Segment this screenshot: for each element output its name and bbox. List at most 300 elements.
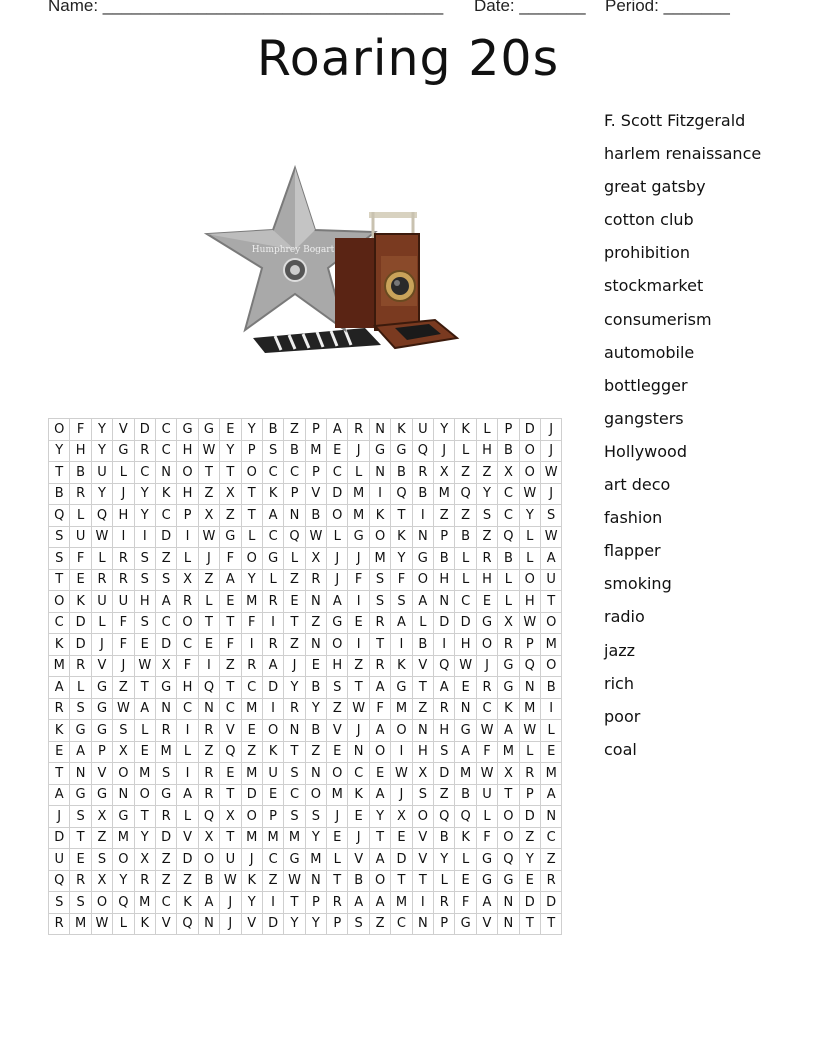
grid-cell[interactable]: E (262, 784, 283, 806)
grid-cell[interactable]: J (434, 440, 455, 462)
grid-cell[interactable]: A (540, 784, 561, 806)
grid-cell[interactable]: R (155, 720, 176, 742)
grid-cell[interactable]: R (262, 591, 283, 613)
grid-cell[interactable]: D (540, 892, 561, 914)
grid-cell[interactable]: M (305, 849, 326, 871)
grid-cell[interactable]: G (476, 612, 497, 634)
grid-cell[interactable]: K (49, 720, 70, 742)
grid-cell[interactable]: M (434, 483, 455, 505)
grid-cell[interactable]: R (155, 806, 176, 828)
grid-cell[interactable]: N (198, 913, 219, 935)
grid-cell[interactable]: Y (519, 505, 540, 527)
grid-cell[interactable]: T (412, 870, 433, 892)
grid-cell[interactable]: D (155, 526, 176, 548)
grid-cell[interactable]: N (498, 913, 519, 935)
grid-cell[interactable]: P (177, 505, 198, 527)
grid-cell[interactable]: A (369, 892, 390, 914)
grid-cell[interactable]: U (476, 784, 497, 806)
grid-cell[interactable]: F (476, 741, 497, 763)
grid-cell[interactable]: Z (220, 655, 241, 677)
grid-cell[interactable]: I (391, 741, 412, 763)
grid-cell[interactable]: L (262, 569, 283, 591)
grid-cell[interactable]: L (540, 720, 561, 742)
grid-cell[interactable]: B (198, 870, 219, 892)
grid-cell[interactable]: C (284, 462, 305, 484)
grid-cell[interactable]: I (177, 720, 198, 742)
grid-cell[interactable]: B (305, 720, 326, 742)
grid-cell[interactable]: T (391, 505, 412, 527)
grid-cell[interactable]: F (220, 548, 241, 570)
grid-cell[interactable]: E (305, 655, 326, 677)
grid-cell[interactable]: A (348, 892, 369, 914)
grid-cell[interactable]: A (498, 720, 519, 742)
grid-cell[interactable]: S (327, 677, 348, 699)
grid-cell[interactable]: O (134, 784, 155, 806)
grid-cell[interactable]: T (134, 806, 155, 828)
grid-cell[interactable]: D (262, 913, 283, 935)
grid-cell[interactable]: U (113, 591, 134, 613)
grid-cell[interactable]: L (327, 526, 348, 548)
grid-cell[interactable]: A (369, 849, 390, 871)
grid-cell[interactable]: O (369, 741, 390, 763)
grid-cell[interactable]: C (262, 849, 283, 871)
grid-cell[interactable]: F (177, 655, 198, 677)
grid-cell[interactable]: I (134, 526, 155, 548)
period-field[interactable]: Period: _______ (605, 0, 730, 15)
grid-cell[interactable]: Y (369, 806, 390, 828)
grid-cell[interactable]: O (113, 763, 134, 785)
grid-cell[interactable]: O (327, 763, 348, 785)
grid-cell[interactable]: Q (198, 806, 219, 828)
grid-cell[interactable]: O (391, 720, 412, 742)
grid-cell[interactable]: R (134, 440, 155, 462)
grid-cell[interactable]: L (284, 548, 305, 570)
grid-cell[interactable]: Z (455, 505, 476, 527)
grid-cell[interactable]: W (91, 913, 112, 935)
grid-cell[interactable]: N (155, 462, 176, 484)
grid-cell[interactable]: W (476, 763, 497, 785)
grid-cell[interactable]: N (455, 698, 476, 720)
grid-cell[interactable]: Y (434, 419, 455, 441)
grid-cell[interactable]: K (134, 913, 155, 935)
grid-cell[interactable]: B (434, 827, 455, 849)
grid-cell[interactable]: E (327, 827, 348, 849)
grid-cell[interactable]: W (198, 526, 219, 548)
grid-cell[interactable]: X (305, 548, 326, 570)
grid-cell[interactable]: Y (220, 440, 241, 462)
grid-cell[interactable]: Q (412, 440, 433, 462)
grid-cell[interactable]: R (519, 763, 540, 785)
grid-cell[interactable]: T (369, 634, 390, 656)
grid-cell[interactable]: N (284, 720, 305, 742)
grid-cell[interactable]: L (91, 548, 112, 570)
grid-cell[interactable]: D (434, 763, 455, 785)
grid-cell[interactable]: S (134, 612, 155, 634)
grid-cell[interactable]: H (476, 569, 497, 591)
grid-cell[interactable]: Z (284, 634, 305, 656)
grid-cell[interactable]: N (498, 892, 519, 914)
grid-cell[interactable]: Y (305, 698, 326, 720)
grid-cell[interactable]: R (476, 548, 497, 570)
grid-cell[interactable]: J (241, 849, 262, 871)
grid-cell[interactable]: M (70, 913, 91, 935)
grid-cell[interactable]: G (498, 677, 519, 699)
grid-cell[interactable]: G (391, 440, 412, 462)
grid-cell[interactable]: A (327, 591, 348, 613)
grid-cell[interactable]: A (369, 784, 390, 806)
grid-cell[interactable]: E (519, 870, 540, 892)
grid-cell[interactable]: T (220, 827, 241, 849)
grid-cell[interactable]: V (155, 913, 176, 935)
grid-cell[interactable]: V (412, 849, 433, 871)
grid-cell[interactable]: Z (284, 419, 305, 441)
grid-cell[interactable]: N (369, 462, 390, 484)
grid-cell[interactable]: Q (434, 806, 455, 828)
grid-cell[interactable]: C (134, 462, 155, 484)
grid-cell[interactable]: G (177, 419, 198, 441)
grid-cell[interactable]: L (177, 806, 198, 828)
grid-cell[interactable]: C (262, 462, 283, 484)
grid-cell[interactable]: A (327, 419, 348, 441)
grid-cell[interactable]: E (369, 763, 390, 785)
grid-cell[interactable]: T (220, 462, 241, 484)
grid-cell[interactable]: O (177, 462, 198, 484)
grid-cell[interactable]: M (284, 827, 305, 849)
grid-cell[interactable]: F (220, 634, 241, 656)
grid-cell[interactable]: A (198, 892, 219, 914)
grid-cell[interactable]: Y (305, 827, 326, 849)
grid-cell[interactable]: S (91, 849, 112, 871)
grid-cell[interactable]: J (540, 483, 561, 505)
grid-cell[interactable]: C (177, 698, 198, 720)
grid-cell[interactable]: L (519, 526, 540, 548)
grid-cell[interactable]: C (177, 634, 198, 656)
grid-cell[interactable]: V (412, 827, 433, 849)
grid-cell[interactable]: A (70, 741, 91, 763)
grid-cell[interactable]: I (540, 698, 561, 720)
grid-cell[interactable]: C (241, 677, 262, 699)
grid-cell[interactable]: R (412, 462, 433, 484)
grid-cell[interactable]: R (369, 655, 390, 677)
grid-cell[interactable]: O (177, 612, 198, 634)
grid-cell[interactable]: R (305, 569, 326, 591)
grid-cell[interactable]: M (369, 548, 390, 570)
grid-cell[interactable]: Q (519, 655, 540, 677)
grid-cell[interactable]: X (113, 741, 134, 763)
grid-cell[interactable]: J (284, 655, 305, 677)
grid-cell[interactable]: O (540, 612, 561, 634)
grid-cell[interactable]: G (113, 806, 134, 828)
grid-cell[interactable]: G (220, 526, 241, 548)
grid-cell[interactable]: X (91, 870, 112, 892)
grid-cell[interactable]: S (155, 569, 176, 591)
grid-cell[interactable]: O (519, 440, 540, 462)
grid-cell[interactable]: T (412, 677, 433, 699)
grid-cell[interactable]: O (241, 806, 262, 828)
grid-cell[interactable]: N (519, 677, 540, 699)
grid-cell[interactable]: X (198, 827, 219, 849)
grid-cell[interactable]: H (327, 655, 348, 677)
grid-cell[interactable]: V (305, 483, 326, 505)
grid-cell[interactable]: Q (177, 913, 198, 935)
grid-cell[interactable]: V (91, 655, 112, 677)
grid-cell[interactable]: E (241, 720, 262, 742)
grid-cell[interactable]: I (262, 698, 283, 720)
grid-cell[interactable]: Q (455, 806, 476, 828)
grid-cell[interactable]: P (241, 440, 262, 462)
grid-cell[interactable]: N (70, 763, 91, 785)
grid-cell[interactable]: D (134, 419, 155, 441)
grid-cell[interactable]: S (369, 591, 390, 613)
grid-cell[interactable]: Y (284, 677, 305, 699)
grid-cell[interactable]: Q (498, 849, 519, 871)
grid-cell[interactable]: C (498, 483, 519, 505)
grid-cell[interactable]: J (476, 655, 497, 677)
grid-cell[interactable]: T (198, 462, 219, 484)
grid-cell[interactable]: K (391, 419, 412, 441)
grid-cell[interactable]: V (327, 720, 348, 742)
grid-cell[interactable]: N (305, 591, 326, 613)
grid-cell[interactable]: W (113, 698, 134, 720)
grid-cell[interactable]: T (284, 741, 305, 763)
grid-cell[interactable]: G (70, 784, 91, 806)
grid-cell[interactable]: M (540, 634, 561, 656)
date-field[interactable]: Date: _______ (474, 0, 586, 15)
grid-cell[interactable]: Y (241, 892, 262, 914)
grid-cell[interactable]: T (284, 892, 305, 914)
grid-cell[interactable]: K (241, 870, 262, 892)
grid-cell[interactable]: Y (134, 827, 155, 849)
grid-cell[interactable]: G (70, 720, 91, 742)
grid-cell[interactable]: I (348, 634, 369, 656)
grid-cell[interactable]: X (498, 462, 519, 484)
grid-cell[interactable]: Y (113, 870, 134, 892)
grid-cell[interactable]: R (70, 870, 91, 892)
grid-cell[interactable]: B (412, 634, 433, 656)
grid-cell[interactable]: S (284, 806, 305, 828)
grid-cell[interactable]: L (455, 440, 476, 462)
grid-cell[interactable]: S (134, 569, 155, 591)
grid-cell[interactable]: H (113, 505, 134, 527)
grid-cell[interactable]: Z (262, 870, 283, 892)
grid-cell[interactable]: F (113, 612, 134, 634)
grid-cell[interactable]: H (134, 591, 155, 613)
grid-cell[interactable]: T (369, 827, 390, 849)
grid-cell[interactable]: E (49, 741, 70, 763)
grid-cell[interactable]: X (198, 505, 219, 527)
grid-cell[interactable]: N (540, 806, 561, 828)
grid-cell[interactable]: F (348, 569, 369, 591)
grid-cell[interactable]: G (476, 849, 497, 871)
grid-cell[interactable]: N (412, 913, 433, 935)
grid-cell[interactable]: F (391, 569, 412, 591)
grid-cell[interactable]: K (70, 591, 91, 613)
grid-cell[interactable]: W (540, 462, 561, 484)
grid-cell[interactable]: T (284, 612, 305, 634)
grid-cell[interactable]: R (70, 655, 91, 677)
grid-cell[interactable]: D (70, 634, 91, 656)
grid-cell[interactable]: O (519, 462, 540, 484)
grid-cell[interactable]: U (49, 849, 70, 871)
grid-cell[interactable]: D (519, 419, 540, 441)
grid-cell[interactable]: O (369, 526, 390, 548)
grid-cell[interactable]: W (284, 870, 305, 892)
grid-cell[interactable]: I (113, 526, 134, 548)
grid-cell[interactable]: D (241, 784, 262, 806)
grid-cell[interactable]: W (198, 440, 219, 462)
grid-cell[interactable]: Z (198, 569, 219, 591)
grid-cell[interactable]: A (412, 591, 433, 613)
grid-cell[interactable]: S (262, 440, 283, 462)
grid-cell[interactable]: L (70, 505, 91, 527)
grid-cell[interactable]: K (262, 741, 283, 763)
grid-cell[interactable]: S (134, 548, 155, 570)
grid-cell[interactable]: I (412, 892, 433, 914)
grid-cell[interactable]: B (434, 548, 455, 570)
grid-cell[interactable]: Y (241, 419, 262, 441)
grid-cell[interactable]: J (113, 483, 134, 505)
grid-cell[interactable]: T (198, 612, 219, 634)
grid-cell[interactable]: U (91, 591, 112, 613)
grid-cell[interactable]: J (348, 548, 369, 570)
grid-cell[interactable]: Z (198, 741, 219, 763)
grid-cell[interactable]: Q (91, 505, 112, 527)
grid-cell[interactable]: T (220, 677, 241, 699)
grid-cell[interactable]: L (177, 548, 198, 570)
grid-cell[interactable]: O (49, 591, 70, 613)
grid-cell[interactable]: M (348, 483, 369, 505)
grid-cell[interactable]: E (198, 634, 219, 656)
grid-cell[interactable]: Y (49, 440, 70, 462)
grid-cell[interactable]: T (391, 870, 412, 892)
grid-cell[interactable]: R (434, 892, 455, 914)
grid-cell[interactable]: L (412, 612, 433, 634)
grid-cell[interactable]: G (155, 784, 176, 806)
grid-cell[interactable]: K (262, 483, 283, 505)
grid-cell[interactable]: Y (91, 483, 112, 505)
grid-cell[interactable]: U (412, 419, 433, 441)
grid-cell[interactable]: Z (369, 913, 390, 935)
grid-cell[interactable]: T (220, 612, 241, 634)
grid-cell[interactable]: N (369, 419, 390, 441)
grid-cell[interactable]: B (498, 548, 519, 570)
grid-cell[interactable]: W (519, 483, 540, 505)
grid-cell[interactable]: W (134, 655, 155, 677)
grid-cell[interactable]: Z (198, 483, 219, 505)
grid-cell[interactable]: G (262, 548, 283, 570)
grid-cell[interactable]: S (476, 505, 497, 527)
grid-cell[interactable]: C (391, 913, 412, 935)
grid-cell[interactable]: S (49, 526, 70, 548)
grid-cell[interactable]: W (519, 612, 540, 634)
grid-cell[interactable]: Z (220, 505, 241, 527)
grid-cell[interactable]: H (70, 440, 91, 462)
grid-cell[interactable]: D (434, 612, 455, 634)
grid-cell[interactable]: H (177, 483, 198, 505)
grid-cell[interactable]: A (262, 655, 283, 677)
grid-cell[interactable]: R (284, 698, 305, 720)
grid-cell[interactable]: Z (412, 698, 433, 720)
grid-cell[interactable]: O (540, 655, 561, 677)
grid-cell[interactable]: S (284, 763, 305, 785)
grid-cell[interactable]: F (70, 548, 91, 570)
grid-cell[interactable]: Z (284, 569, 305, 591)
grid-cell[interactable]: Z (476, 462, 497, 484)
grid-cell[interactable]: C (49, 612, 70, 634)
grid-cell[interactable]: P (91, 741, 112, 763)
grid-cell[interactable]: Z (91, 827, 112, 849)
grid-cell[interactable]: Y (134, 483, 155, 505)
grid-cell[interactable]: B (70, 462, 91, 484)
grid-cell[interactable]: Q (113, 892, 134, 914)
grid-cell[interactable]: X (91, 806, 112, 828)
grid-cell[interactable]: J (220, 892, 241, 914)
grid-cell[interactable]: V (177, 827, 198, 849)
grid-cell[interactable]: D (519, 892, 540, 914)
grid-cell[interactable]: X (220, 806, 241, 828)
grid-cell[interactable]: B (305, 677, 326, 699)
grid-cell[interactable]: M (241, 698, 262, 720)
grid-cell[interactable]: T (134, 677, 155, 699)
grid-cell[interactable]: Z (540, 849, 561, 871)
grid-cell[interactable]: E (220, 591, 241, 613)
grid-cell[interactable]: P (305, 892, 326, 914)
grid-cell[interactable]: I (198, 655, 219, 677)
grid-cell[interactable]: S (49, 892, 70, 914)
grid-cell[interactable]: U (262, 763, 283, 785)
grid-cell[interactable]: E (327, 741, 348, 763)
grid-cell[interactable]: Z (476, 526, 497, 548)
grid-cell[interactable]: A (540, 548, 561, 570)
grid-cell[interactable]: Y (91, 419, 112, 441)
grid-cell[interactable]: Z (327, 698, 348, 720)
grid-cell[interactable]: M (113, 827, 134, 849)
grid-cell[interactable]: J (391, 784, 412, 806)
grid-cell[interactable]: V (412, 655, 433, 677)
grid-cell[interactable]: R (540, 870, 561, 892)
grid-cell[interactable]: C (262, 526, 283, 548)
grid-cell[interactable]: Y (91, 440, 112, 462)
grid-cell[interactable]: G (348, 526, 369, 548)
grid-cell[interactable]: M (134, 763, 155, 785)
grid-cell[interactable]: X (498, 763, 519, 785)
grid-cell[interactable]: Y (434, 849, 455, 871)
grid-cell[interactable]: G (91, 784, 112, 806)
grid-cell[interactable]: T (70, 827, 91, 849)
grid-cell[interactable]: P (305, 462, 326, 484)
grid-cell[interactable]: A (434, 677, 455, 699)
grid-cell[interactable]: H (476, 440, 497, 462)
grid-cell[interactable]: N (348, 741, 369, 763)
grid-cell[interactable]: S (391, 591, 412, 613)
grid-cell[interactable]: S (348, 913, 369, 935)
grid-cell[interactable]: M (305, 440, 326, 462)
grid-cell[interactable]: B (455, 526, 476, 548)
grid-cell[interactable]: Z (434, 505, 455, 527)
grid-cell[interactable]: Y (476, 483, 497, 505)
grid-cell[interactable]: F (70, 419, 91, 441)
grid-cell[interactable]: C (455, 591, 476, 613)
grid-cell[interactable]: Y (305, 913, 326, 935)
grid-cell[interactable]: M (455, 763, 476, 785)
grid-cell[interactable]: L (198, 591, 219, 613)
grid-cell[interactable]: E (455, 677, 476, 699)
grid-cell[interactable]: P (519, 784, 540, 806)
grid-cell[interactable]: N (305, 763, 326, 785)
grid-cell[interactable]: N (412, 720, 433, 742)
grid-cell[interactable]: M (134, 892, 155, 914)
grid-cell[interactable]: N (198, 698, 219, 720)
